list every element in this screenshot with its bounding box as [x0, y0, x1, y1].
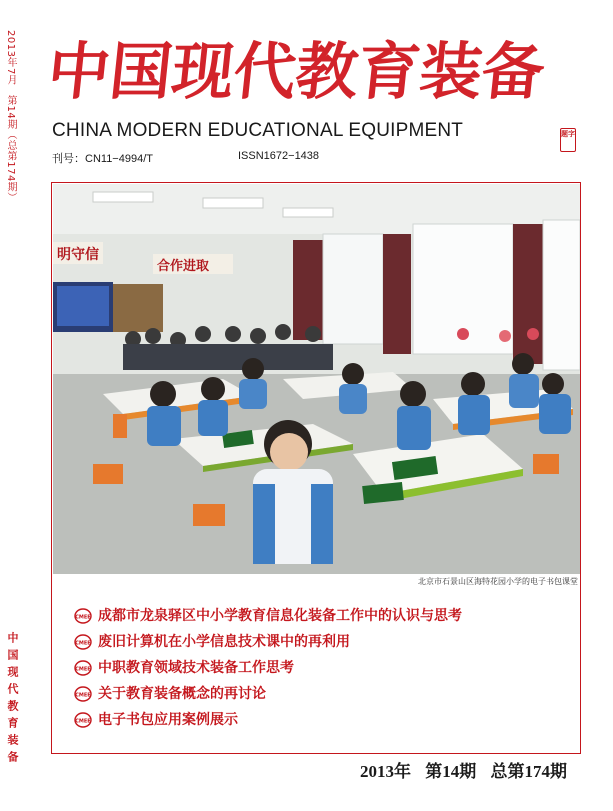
masthead-title-cn: 中国现代教育装备: [44, 35, 548, 108]
spine-date: 2013年7月: [5, 30, 16, 86]
cmee-logo-icon: [74, 608, 92, 624]
classroom-illustration: [53, 184, 580, 574]
headline-item[interactable]: [74, 707, 574, 733]
svg-text:CMEE: CMEE: [75, 718, 91, 725]
issue-total: 总第174期: [490, 762, 567, 781]
headline-text: 中职教育领域技术装备工作思考: [98, 660, 294, 676]
headline-text: 电子书包应用案例展示: [98, 712, 238, 728]
banner-left-text: 明守信: [57, 247, 99, 263]
issue-number: 第14期: [425, 762, 477, 781]
spine-issue: 第14期（总第174期）: [5, 95, 16, 203]
headline-text: 成都市龙泉驿区中小学教育信息化装备工作中的认识与思考: [98, 608, 462, 624]
cn-number: 刊号：CN11−4994/T: [52, 153, 153, 165]
calligraphy-seal: 题字: [560, 128, 576, 152]
headline-item[interactable]: [74, 655, 574, 681]
headline-list: [74, 603, 574, 733]
cmee-logo-icon: [74, 660, 92, 676]
svg-text:CMEE: CMEE: [75, 614, 91, 621]
headline-item[interactable]: [74, 681, 574, 707]
svg-text:CMEE: CMEE: [75, 692, 91, 699]
cmee-logo-icon: [74, 712, 92, 728]
headline-item[interactable]: [74, 603, 574, 629]
spine-title: 中国现代教育装备: [6, 632, 19, 768]
svg-text:CMEE: CMEE: [75, 640, 91, 647]
headline-text: 关于教育装备概念的再讨论: [98, 686, 266, 702]
spine-issue-info: [4, 30, 18, 209]
svg-text:CMEE: CMEE: [75, 666, 91, 673]
headline-item[interactable]: [74, 629, 574, 655]
banner-right-text: 合作进取: [157, 259, 210, 274]
headline-text: 废旧计算机在小学信息技术课中的再利用: [98, 634, 350, 650]
issue-year: 2013年: [360, 762, 411, 781]
cmee-logo-icon: [74, 686, 92, 702]
photo-caption: 北京市石景山区海特花园小学的电子书包课堂: [418, 577, 578, 586]
classroom-photo: [53, 184, 580, 574]
masthead-title-en: CHINA MODERN EDUCATIONAL EQUIPMENT: [52, 120, 464, 141]
cmee-logo-icon: [74, 634, 92, 650]
issn-number: ISSN1672−1438: [238, 150, 320, 162]
issue-line: [360, 757, 577, 782]
